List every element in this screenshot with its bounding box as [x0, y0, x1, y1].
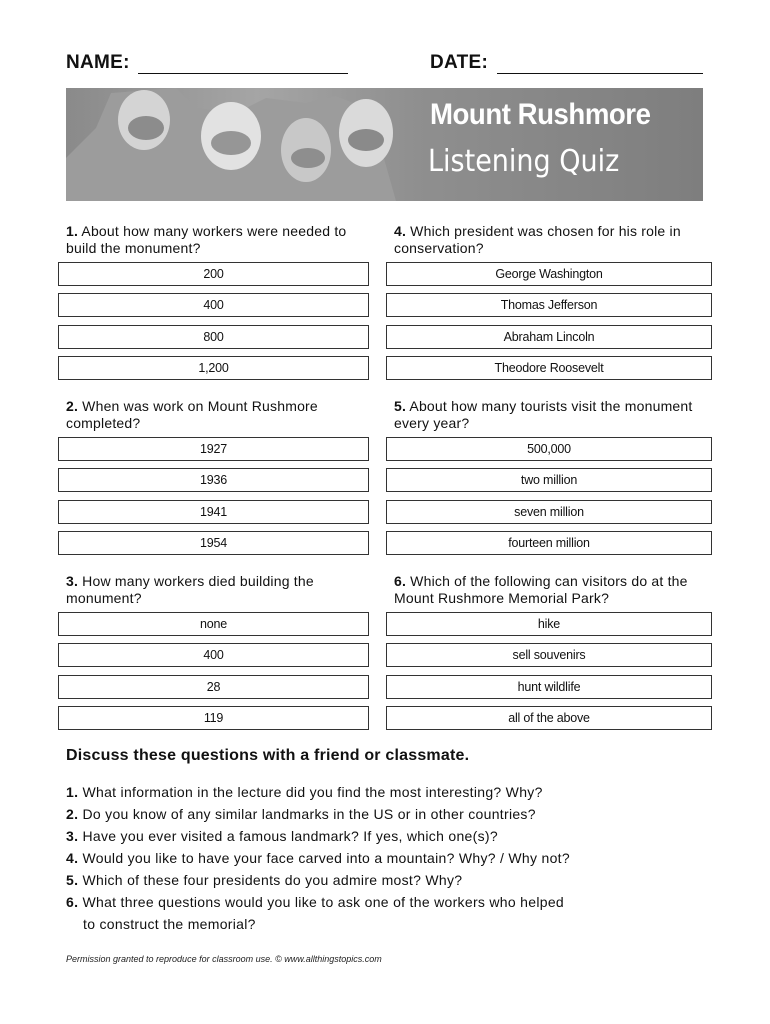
- q1-option-c[interactable]: 800: [58, 325, 369, 349]
- question-1: 1. About how many workers were needed to build the monument?: [66, 223, 347, 256]
- discussion-item-1: 1. What information in the lecture did you find the most interesting? Why?: [66, 784, 543, 800]
- question-4: 4. Which president was chosen for his role in conservation?: [394, 223, 681, 256]
- name-label: NAME:: [66, 52, 130, 73]
- question-5: 5. About how many tourists visit the monument every year?: [394, 398, 693, 431]
- q2-option-a[interactable]: 1927: [58, 437, 369, 461]
- banner-subtitle: Listening Quiz: [428, 144, 620, 179]
- name-field[interactable]: [138, 73, 348, 74]
- banner-title: Mount Rushmore: [430, 98, 651, 131]
- date-label: DATE:: [430, 52, 489, 73]
- discussion-item-4: 4. Would you like to have your face carved into a mountain? Why? / Why not?: [66, 850, 570, 866]
- q3-option-c[interactable]: 28: [58, 675, 369, 699]
- discussion-item-3: 3. Have you ever visited a famous landmark? If yes, which one(s)?: [66, 828, 498, 844]
- discussion-list: [66, 781, 686, 935]
- q5-option-a[interactable]: 500,000: [386, 437, 712, 461]
- question-3: 3. How many workers died building the monument?: [66, 573, 314, 606]
- date-field[interactable]: [497, 73, 703, 74]
- question-2: 2. When was work on Mount Rushmore completed?: [66, 398, 318, 431]
- footer-permission: Permission granted to reproduce for classroom use. © www.allthingstopics.com: [66, 954, 382, 964]
- q6-option-a[interactable]: hike: [386, 612, 712, 636]
- q6-option-c[interactable]: hunt wildlife: [386, 675, 712, 699]
- q3-option-a[interactable]: none: [58, 612, 369, 636]
- discussion-title: Discuss these questions with a friend or classmate.: [66, 747, 470, 764]
- q6-option-b[interactable]: sell souvenirs: [386, 643, 712, 667]
- q4-option-d[interactable]: Theodore Roosevelt: [386, 356, 712, 380]
- banner: [66, 88, 703, 201]
- q2-option-d[interactable]: 1954: [58, 531, 369, 555]
- q1-option-b[interactable]: 400: [58, 293, 369, 317]
- q4-option-a[interactable]: George Washington: [386, 262, 712, 286]
- q2-option-c[interactable]: 1941: [58, 500, 369, 524]
- q1-option-a[interactable]: 200: [58, 262, 369, 286]
- q4-option-b[interactable]: Thomas Jefferson: [386, 293, 712, 317]
- q3-option-b[interactable]: 400: [58, 643, 369, 667]
- q3-option-d[interactable]: 119: [58, 706, 369, 730]
- q5-option-d[interactable]: fourteen million: [386, 531, 712, 555]
- discussion-item-5: 5. Which of these four presidents do you admire most? Why?: [66, 872, 463, 888]
- discussion-item-6: 6. What three questions would you like to ask one of the workers who helped: [66, 894, 565, 910]
- q5-option-b[interactable]: two million: [386, 468, 712, 492]
- discussion-item-2: 2. Do you know of any similar landmarks in the US or in other countries?: [66, 806, 536, 822]
- q6-option-d[interactable]: all of the above: [386, 706, 712, 730]
- q5-option-c[interactable]: seven million: [386, 500, 712, 524]
- discussion-item-6-continued: to construct the memorial?: [83, 916, 256, 932]
- mount-rushmore-faces-image: [66, 88, 426, 201]
- question-6: 6. Which of the following can visitors do at the Mount Rushmore Memorial Park?: [394, 573, 688, 606]
- q1-option-d[interactable]: 1,200: [58, 356, 369, 380]
- q2-option-b[interactable]: 1936: [58, 468, 369, 492]
- q4-option-c[interactable]: Abraham Lincoln: [386, 325, 712, 349]
